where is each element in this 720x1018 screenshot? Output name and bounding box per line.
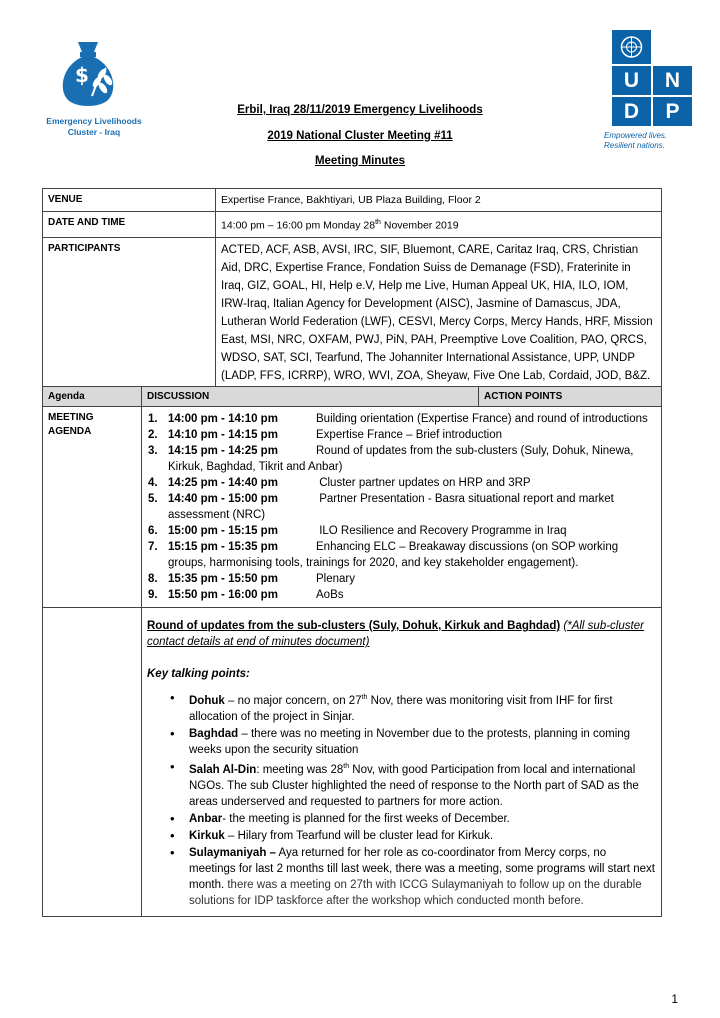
col-agenda-header: Agenda xyxy=(43,387,142,407)
agenda-item-num: 1. xyxy=(148,413,158,425)
point-text: – Hilary from Tearfund will be cluster lead for Kirkuk. xyxy=(224,829,494,842)
agenda-item-desc: Building orientation (Expertise France) and round of introductions xyxy=(316,413,648,425)
document-title-line2: 2019 National Cluster Meeting #11 xyxy=(267,130,453,142)
date-value-post: November 2019 xyxy=(380,219,459,232)
money-bag-icon xyxy=(56,38,120,110)
talking-point-salah-al-din xyxy=(189,759,656,810)
participants-row xyxy=(43,237,662,388)
agenda-item-num: 2. xyxy=(148,429,158,441)
agenda-item-time: 14:40 pm - 15:00 pm xyxy=(168,493,278,505)
key-talking-points-label: Key talking points: xyxy=(147,668,250,680)
agenda-item-desc: Round of updates from the sub-clusters (Suly, Dohuk, Ninewa, Kirkuk, Baghdad, Tikrit and Anbar) xyxy=(168,445,634,473)
date-row xyxy=(43,212,662,238)
meeting-info-table xyxy=(42,188,662,389)
agenda-item-time: 14:25 pm - 14:40 pm xyxy=(168,477,278,489)
point-text: - the meeting is planned for the first weeks of December. xyxy=(222,812,510,825)
updates-label-cell xyxy=(43,608,142,917)
point-text-post: Nov, there was monitoring visit from IHF for first allocation of the project in Sinjar. xyxy=(189,694,613,723)
agenda-item-time: 14:10 pm - 14:15 pm xyxy=(168,429,278,441)
agenda-header-row xyxy=(43,387,662,407)
point-text-post: Nov, with good Participation from local and international NGOs. The sub Cluster highlighted the need of response to the North part of SAD as the areas underserved and requested to partners for more action. xyxy=(189,763,639,808)
undp-tagline-2: Resilient nations. xyxy=(604,141,665,150)
date-value-pre: 14:00 pm – 16:00 pm Monday 28 xyxy=(221,219,376,232)
agenda-item xyxy=(147,411,656,427)
point-sup: th xyxy=(343,762,350,770)
undp-letter-u: U xyxy=(623,69,640,92)
agenda-item-desc: Plenary xyxy=(316,573,355,585)
point-text: : meeting was 28 xyxy=(256,763,344,776)
agenda-item xyxy=(147,491,656,523)
agenda-item-num: 9. xyxy=(148,589,158,601)
updates-note: (*All sub-cluster contact details at end of minutes document) xyxy=(147,620,644,648)
agenda-item xyxy=(147,443,656,475)
agenda-item-time: 15:50 pm - 16:00 pm xyxy=(168,589,278,601)
venue-label: VENUE xyxy=(43,189,216,212)
agenda-item-desc: ILO Resilience and Recovery Programme in Iraq xyxy=(316,525,567,537)
agenda-item-num: 5. xyxy=(148,493,158,505)
meeting-agenda-label-1: MEETING xyxy=(48,412,94,423)
agenda-item-desc: Cluster partner updates on HRP and 3RP xyxy=(316,477,531,489)
elc-logo-line1: Emergency Livelihoods xyxy=(46,116,142,126)
undp-tagline-1: Empowered lives. xyxy=(604,131,668,140)
agenda-item xyxy=(147,539,656,571)
point-location: Dohuk xyxy=(189,694,225,707)
agenda-item-desc: AoBs xyxy=(316,589,344,601)
undp-letter-d: D xyxy=(623,100,640,123)
undp-letter-p: P xyxy=(665,100,680,123)
agenda-item-num: 7. xyxy=(148,541,158,553)
point-location: Sulaymaniyah – xyxy=(189,846,276,859)
meeting-agenda-label xyxy=(43,407,142,608)
updates-cell xyxy=(142,608,662,917)
talking-point-kirkuk xyxy=(189,828,656,844)
updates-heading-block xyxy=(147,618,656,650)
agenda-item-time: 15:00 pm - 15:15 pm xyxy=(168,525,278,537)
date-value xyxy=(216,212,662,238)
point-text-post: there was a meeting on 27th with ICCG Sulaymaniyah to follow up on the durable solutions for IDP taskforce after the workshop which conducted month before. xyxy=(189,878,642,907)
agenda-item-desc: Expertise France – Brief introduction xyxy=(316,429,503,441)
agenda-item xyxy=(147,427,656,443)
talking-point-sulaymaniyah xyxy=(189,845,656,909)
col-action-header: ACTION POINTS xyxy=(479,387,662,407)
date-value-sup: th xyxy=(375,219,381,226)
talking-points-list xyxy=(147,690,656,909)
agenda-list xyxy=(147,411,656,603)
talking-point-dohuk xyxy=(189,690,656,725)
agenda-item-num: 6. xyxy=(148,525,158,537)
page-number: 1 xyxy=(671,992,678,1006)
agenda-item-time: 15:35 pm - 15:50 pm xyxy=(168,573,278,585)
agenda-item-time: 15:15 pm - 15:35 pm xyxy=(168,541,278,553)
svg-text:$: $ xyxy=(75,63,89,87)
agenda-item xyxy=(147,523,656,539)
agenda-item-time: 14:15 pm - 14:25 pm xyxy=(168,445,278,457)
undp-letter-box-u xyxy=(612,66,651,95)
col-discussion-header: DISCUSSION xyxy=(142,387,479,407)
agenda-item xyxy=(147,475,656,491)
agenda-item-desc: Enhancing ELC – Breakaway discussions (on SOP working groups, harmonising tools, trainings for 2020, and key stakeholder engagement). xyxy=(168,541,619,569)
agenda-item-desc: Partner Presentation - Basra situational report and market assessment (NRC) xyxy=(168,493,614,521)
agenda-list-cell xyxy=(142,407,662,608)
un-emblem-box xyxy=(612,30,651,64)
agenda-item-time: 14:00 pm - 14:10 pm xyxy=(168,413,278,425)
meeting-agenda-row xyxy=(43,407,662,608)
updates-row xyxy=(43,608,662,917)
point-location: Baghdad xyxy=(189,727,239,740)
participants-label: PARTICIPANTS xyxy=(43,237,216,388)
agenda-item-num: 8. xyxy=(148,573,158,585)
talking-point-baghdad xyxy=(189,726,656,758)
agenda-item-num: 3. xyxy=(148,445,158,457)
talking-point-anbar xyxy=(189,811,656,827)
updates-heading: Round of updates from the sub-clusters (Suly, Dohuk, Kirkuk and Baghdad) xyxy=(147,620,561,632)
participants-value: ACTED, ACF, ASB, AVSI, IRC, SIF, Bluemont, CARE, Caritaz Iraq, CRS, Christian Aid, DRC, Expertise France, Fondation Suiss de Demanage (FSD), Fraterinite in Iraq, GIZ, GOAL, HI, Help e.V, Help me Live, Human Appeal UK, HIA, ILO, IOM, IRW-Iraq, Italian Agency for Development (AISC), Jasmine of Damascus, JDA, Lutheran World Federation (LWF), CESVI, Mercy Corps, Mercy Hands, HRF, Mission East, MSI, NRC, OXFAM, PWJ, PiN, PAH, Preemptive Love Coalition, PAO, QRCS, WDSO, SAT, SCI, Tearfund, The Johanniter International Assistance, UPP, UNDP (LADP, FFS, ICRRP), WRO, WVI, ZOA, Sheyaw, Five One Lab, Cordaid, JOD, B&Z. xyxy=(216,237,662,388)
document-title-line3: Meeting Minutes xyxy=(314,155,406,167)
undp-letter-box-n xyxy=(653,66,692,95)
agenda-item xyxy=(147,587,656,603)
point-location: Salah Al-Din xyxy=(189,763,257,776)
date-label: DATE AND TIME xyxy=(43,212,216,238)
point-text: – there was no meeting in November due to the protests, planning in coming weeks upon the security situation xyxy=(189,727,631,756)
point-location: Anbar xyxy=(189,812,223,825)
document-title-line1: Erbil, Iraq 28/11/2019 Emergency Livelihoods xyxy=(237,104,483,116)
point-text: – no major concern, on 27 xyxy=(224,694,362,707)
elc-logo-line2: Cluster - Iraq xyxy=(67,127,121,137)
agenda-discussion-table xyxy=(42,386,662,917)
point-sup: th xyxy=(361,694,368,701)
meeting-agenda-label-2: AGENDA xyxy=(48,426,92,437)
point-text: Aya returned for her role as co-coordinator from Mercy corps, no meetings for last 2 months till last week, there was a meeting, some programs will start next month. xyxy=(189,846,655,891)
agenda-item xyxy=(147,571,656,587)
venue-row xyxy=(43,189,662,212)
agenda-item-num: 4. xyxy=(148,477,158,489)
un-emblem-icon xyxy=(612,30,651,64)
undp-letter-n: N xyxy=(664,69,681,92)
point-location: Kirkuk xyxy=(189,829,225,842)
venue-value: Expertise France, Bakhtiyari, UB Plaza Building, Floor 2 xyxy=(216,189,662,212)
